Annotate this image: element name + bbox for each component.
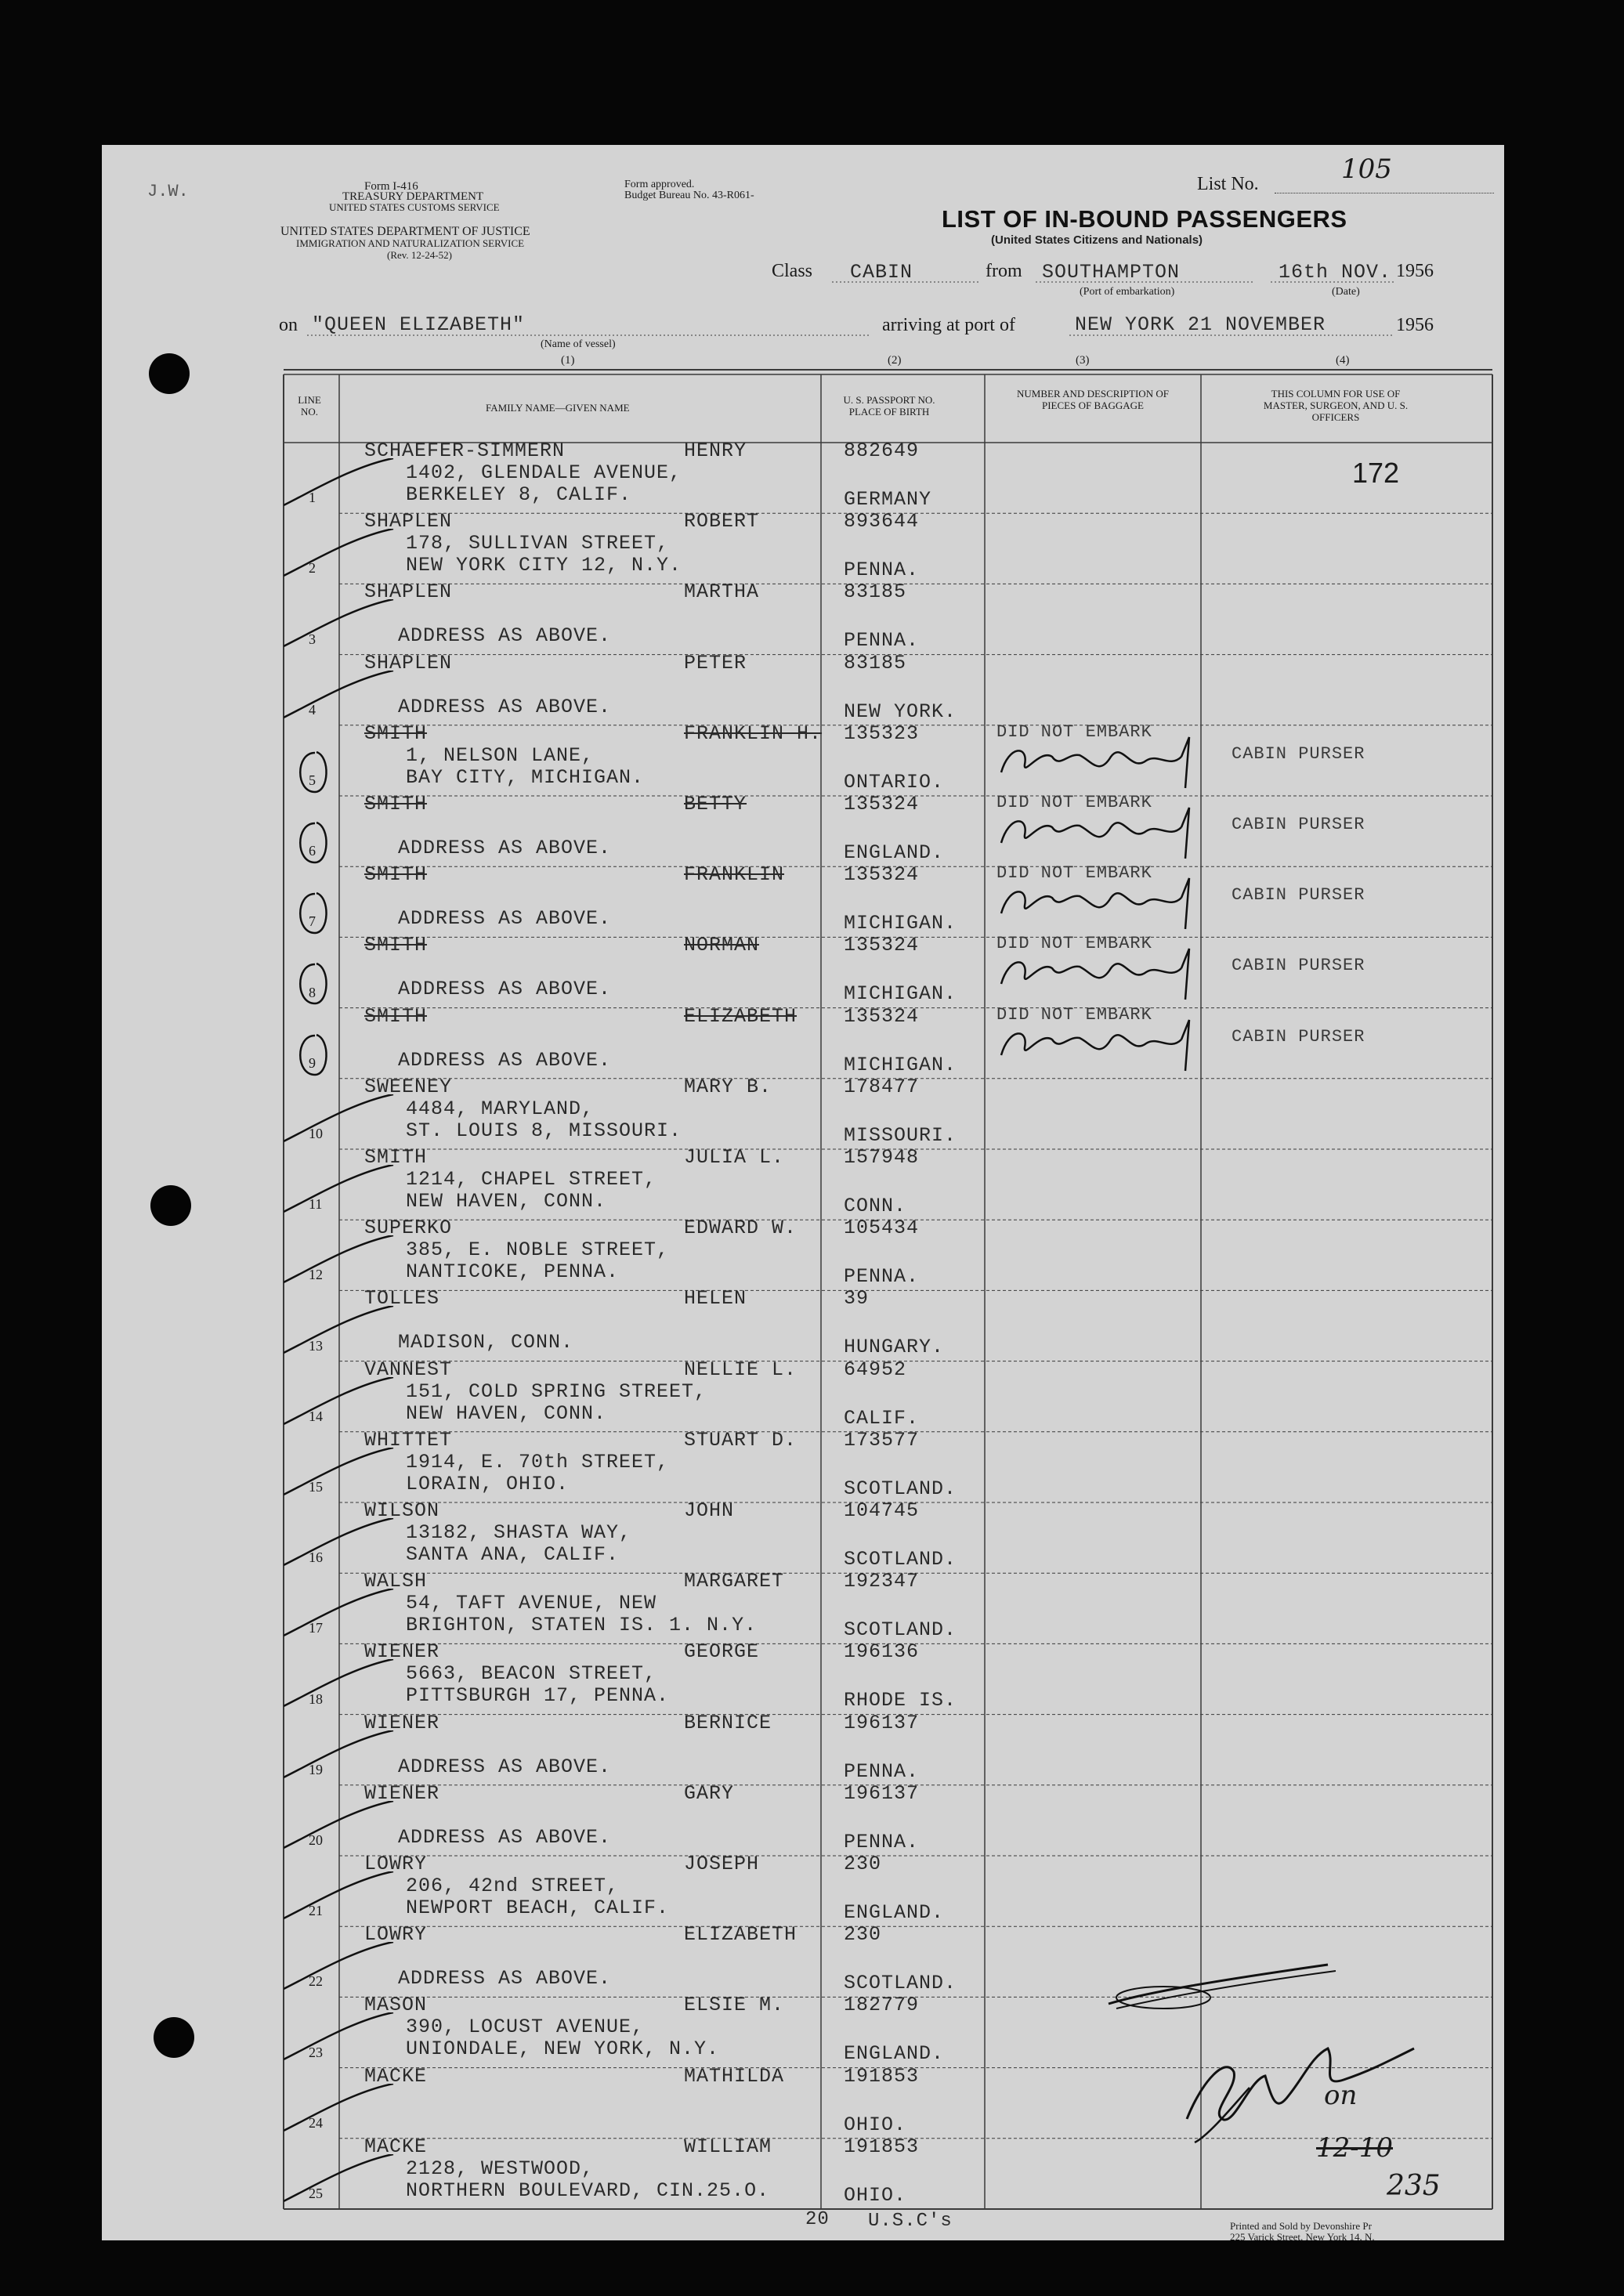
line-number: 2	[309, 560, 316, 577]
address-line-2: ST. LOUIS 8, MISSOURI.	[406, 1119, 682, 1142]
check-mark	[284, 1165, 393, 1212]
purser-initials	[993, 733, 1228, 796]
given-name: ROBERT	[684, 510, 760, 533]
address-line-1: 1214, CHAPEL STREET,	[406, 1168, 657, 1191]
family-name: MASON	[364, 1994, 428, 2017]
form-rev: (Rev. 12-24-52)	[387, 249, 452, 261]
address-line-2: NANTICOKE, PENNA.	[406, 1260, 620, 1284]
list-no-label: List No.	[1197, 174, 1259, 194]
given-name: PETER	[684, 651, 747, 674]
address-line-2: ADDRESS AS ABOVE.	[398, 907, 612, 931]
address-line-1: 54, TAFT AVENUE, NEW	[406, 1592, 657, 1615]
address-line-1: 1402, GLENDALE AVENUE,	[406, 461, 682, 484]
circled-line-mark	[300, 823, 326, 862]
address-line-2: PITTSBURGH 17, PENNA.	[406, 1684, 670, 1708]
passport-number: 83185	[844, 580, 907, 604]
baggage-note: DID NOT EMBARK	[996, 1004, 1152, 1025]
given-name: MARY B.	[684, 1075, 772, 1098]
form-approval-2: Budget Bureau No. 43-R061-	[624, 190, 754, 201]
passport-number: 135324	[844, 1004, 920, 1028]
address-line-2: ADDRESS AS ABOVE.	[398, 1048, 612, 1072]
family-name: WIENER	[364, 1781, 440, 1805]
vessel-caption: (Name of vessel)	[541, 338, 616, 350]
address-line-2: ADDRESS AS ABOVE.	[398, 695, 612, 718]
passport-number: 230	[844, 1853, 882, 1875]
line-number: 19	[309, 1761, 323, 1777]
place-of-birth: ENGLAND.	[844, 2042, 945, 2066]
footer-count-label: U.S.C's	[868, 2211, 953, 2232]
handwritten-note-3: 235	[1387, 2170, 1441, 2202]
col-header-name: FAMILY NAME—GIVEN NAME	[486, 402, 630, 414]
purser-initials	[1001, 1020, 1189, 1071]
address-line-2: LORAIN, OHIO.	[406, 1472, 570, 1495]
passport-number: 135323	[844, 721, 920, 745]
passport-number: 64952	[844, 1358, 907, 1381]
address-line-2: ADDRESS AS ABOVE.	[398, 1755, 612, 1778]
given-name: BERNICE	[684, 1711, 772, 1734]
check-mark	[284, 1942, 393, 1989]
purser-initials	[993, 804, 1228, 866]
circled-line-mark	[300, 1035, 326, 1075]
printer-line-1: Printed and Sold by Devonshire Pr	[1230, 2220, 1372, 2232]
passport-number: 135324	[844, 934, 920, 957]
given-name: ELIZABETH	[684, 1004, 798, 1028]
baggage-note: DID NOT EMBARK	[996, 793, 1152, 812]
officer-note: CABIN PURSER	[1232, 743, 1365, 764]
arriving-label: arriving at port of	[882, 315, 1015, 335]
col-header-baggage: NUMBER AND DESCRIPTION OF PIECES OF BAGGAGE	[1017, 388, 1169, 411]
punch-hole	[150, 1185, 191, 1226]
check-mark	[284, 1377, 393, 1424]
family-name: SCHAEFER-SIMMERN	[364, 439, 566, 462]
family-name: SHAPLEN	[364, 651, 453, 674]
address-line-2: ADDRESS AS ABOVE.	[398, 837, 612, 859]
line-number: 11	[309, 1196, 323, 1213]
given-name: FRANKLIN H.	[684, 721, 823, 745]
family-name: SMITH	[364, 793, 428, 815]
given-name: GARY	[684, 1781, 735, 1805]
address-line-2: ADDRESS AS ABOVE.	[398, 1967, 612, 1990]
line-number: 14	[309, 1408, 323, 1424]
check-mark	[284, 1801, 393, 1848]
line-number: 23	[309, 2044, 323, 2060]
family-name: SMITH	[364, 934, 428, 957]
class-label: Class	[772, 261, 813, 281]
form-doj: UNITED STATES DEPARTMENT OF JUSTICE	[280, 225, 530, 238]
passport-number: 135324	[844, 863, 920, 887]
place-of-birth: PENNA.	[844, 1759, 920, 1783]
check-mark	[284, 2084, 393, 2131]
form-service: UNITED STATES CUSTOMS SERVICE	[329, 201, 500, 213]
purser-initials	[1001, 949, 1189, 1000]
margin-note: J.W.	[147, 182, 189, 201]
address-line-1: 390, LOCUST AVENUE,	[406, 2016, 645, 2039]
family-name: SHAPLEN	[364, 580, 453, 604]
place-of-birth: PENNA.	[844, 559, 920, 582]
family-name: WILSON	[364, 1499, 440, 1522]
address-line-2: NEWPORT BEACH, CALIF.	[406, 1896, 670, 1919]
check-mark	[284, 1730, 393, 1777]
place-of-birth: MICHIGAN.	[844, 1053, 957, 1076]
passport-number: 192347	[844, 1570, 920, 1593]
passport-number: 178477	[844, 1075, 920, 1098]
place-of-birth: NEW YORK.	[844, 700, 957, 723]
check-mark	[284, 1871, 393, 1918]
family-name: SHAPLEN	[364, 510, 453, 533]
place-of-birth: SCOTLAND.	[844, 1548, 957, 1571]
passport-number: 104745	[844, 1499, 920, 1522]
address-line-2: NEW HAVEN, CONN.	[406, 1401, 607, 1425]
place-of-birth: RHODE IS.	[844, 1689, 957, 1712]
line-number: 25	[309, 2186, 323, 2201]
family-name: SMITH	[364, 1146, 428, 1169]
place-of-birth: SCOTLAND.	[844, 1477, 957, 1500]
col-number-4: (4)	[1336, 354, 1350, 367]
line-number: 10	[309, 1126, 323, 1141]
place-of-birth: ENGLAND.	[844, 1901, 945, 1924]
place-of-birth: CONN.	[844, 1195, 907, 1217]
check-mark	[284, 2154, 393, 2201]
date-value: 16th NOV.	[1279, 261, 1392, 284]
address-line-2: ADDRESS AS ABOVE.	[398, 978, 612, 1001]
circled-line-mark	[300, 964, 326, 1003]
passport-number: 893644	[844, 510, 920, 533]
place-of-birth: ONTARIO.	[844, 770, 945, 794]
address-line-1: 206, 42nd STREET,	[406, 1875, 620, 1897]
given-name: STUART D.	[684, 1428, 798, 1452]
address-line-1: 5663, BEACON STREET,	[406, 1662, 657, 1686]
check-mark	[284, 529, 393, 576]
place-of-birth: PENNA.	[844, 629, 920, 653]
passport-number: 83185	[844, 651, 907, 674]
circled-line-mark	[300, 752, 326, 792]
address-line-1: 4484, MARYLAND,	[406, 1097, 595, 1120]
officer-note: CABIN PURSER	[1232, 885, 1365, 906]
given-name: HELEN	[684, 1287, 747, 1311]
address-line-1: 178, SULLIVAN STREET,	[406, 532, 670, 555]
family-name: WALSH	[364, 1570, 428, 1593]
passport-number: 196137	[844, 1711, 920, 1734]
year-1: 1956	[1396, 261, 1434, 281]
col-number-1: (1)	[561, 354, 575, 367]
circled-line-mark	[300, 893, 326, 933]
address-line-2: NEW HAVEN, CONN.	[406, 1190, 607, 1213]
purser-initials	[993, 945, 1228, 1007]
line-number: 7	[309, 913, 316, 930]
family-name: LOWRY	[364, 1853, 428, 1875]
given-name: FRANKLIN	[684, 863, 785, 887]
given-name: MARGARET	[684, 1570, 785, 1593]
class-value: CABIN	[850, 261, 913, 284]
family-name: WIENER	[364, 1640, 440, 1664]
given-name: ELIZABETH	[684, 1923, 798, 1947]
officer-note: CABIN PURSER	[1232, 1026, 1365, 1047]
check-mark	[284, 2154, 401, 2217]
printer-line-2: 225 Varick Street, New York 14, N.	[1230, 2231, 1375, 2243]
punch-hole	[149, 353, 190, 394]
family-name: TOLLES	[364, 1287, 440, 1311]
place-of-birth: SCOTLAND.	[844, 1972, 957, 1995]
passport-number: 191853	[844, 2064, 920, 2088]
baggage-note: DID NOT EMBARK	[996, 934, 1152, 954]
place-of-birth: GERMANY	[844, 488, 932, 511]
address-line-2: SANTA ANA, CALIF.	[406, 1543, 620, 1566]
check-mark	[284, 2012, 393, 2059]
purser-initials	[993, 874, 1228, 937]
form-approval-1: Form approved.	[624, 179, 695, 190]
address-line-1: 1914, E. 70th STREET,	[406, 1450, 670, 1473]
place-of-birth: OHIO.	[844, 2113, 907, 2136]
purser-initials	[993, 1016, 1228, 1079]
check-mark	[284, 458, 393, 505]
passport-number: 135324	[844, 793, 920, 815]
punch-hole	[154, 2017, 194, 2058]
passport-number: 196136	[844, 1640, 920, 1664]
address-line-1: 1, NELSON LANE,	[406, 743, 595, 767]
line-number: 13	[309, 1337, 323, 1354]
given-name: EDWARD W.	[684, 1217, 798, 1240]
officer-note: CABIN PURSER	[1232, 956, 1365, 976]
page-subtitle: (United States Citizens and Nationals)	[991, 233, 1203, 247]
given-name: NELLIE L.	[684, 1358, 798, 1381]
place-of-birth: HUNGARY.	[844, 1336, 945, 1359]
from-label: from	[986, 261, 1022, 281]
check-mark	[284, 1589, 393, 1636]
col-number-2: (2)	[888, 354, 902, 367]
passport-number: 196137	[844, 1781, 920, 1805]
embark-caption: (Port of embarkation)	[1080, 286, 1175, 298]
line-number: 9	[309, 1054, 316, 1071]
cancel-scribble	[1101, 1957, 1344, 2019]
given-name: GEORGE	[684, 1640, 760, 1664]
check-mark	[284, 1235, 393, 1282]
given-name: MARTHA	[684, 580, 760, 604]
passport-number: 157948	[844, 1146, 920, 1169]
place-of-birth: OHIO.	[844, 2183, 907, 2207]
given-name: ELSIE M.	[684, 1994, 785, 2017]
place-of-birth: MICHIGAN.	[844, 912, 957, 935]
address-line-2: BERKELEY 8, CALIF.	[406, 483, 632, 506]
family-name: SMITH	[364, 721, 428, 745]
passport-number: 191853	[844, 2135, 920, 2158]
family-name: SMITH	[364, 1004, 428, 1028]
passport-number: 182779	[844, 1994, 920, 2017]
line-number: 24	[309, 2114, 323, 2131]
passport-number: 39	[844, 1287, 870, 1311]
handwritten-note-1: on	[1324, 2080, 1358, 2111]
check-mark	[284, 1306, 393, 1353]
year-2: 1956	[1396, 315, 1434, 335]
place-of-birth: MISSOURI.	[844, 1123, 957, 1147]
arrival-value: NEW YORK 21 NOVEMBER	[1075, 313, 1326, 336]
form-id: Form I-416	[364, 180, 418, 193]
address-line-2: BRIGHTON, STATEN IS. 1. N.Y.	[406, 1614, 758, 1637]
check-mark	[284, 1518, 393, 1565]
date-caption: (Date)	[1332, 286, 1360, 298]
given-name: MATHILDA	[684, 2064, 785, 2088]
place-of-birth: CALIF.	[844, 1406, 920, 1430]
from-value: SOUTHAMPTON	[1042, 261, 1181, 284]
line-number: 20	[309, 1832, 323, 1848]
place-of-birth: PENNA.	[844, 1265, 920, 1289]
given-name: HENRY	[684, 439, 747, 462]
family-name: SUPERKO	[364, 1217, 453, 1240]
place-of-birth: SCOTLAND.	[844, 1618, 957, 1642]
vessel-value: "QUEEN ELIZABETH"	[312, 313, 526, 336]
officer-note: CABIN PURSER	[1232, 815, 1365, 834]
check-mark	[284, 599, 393, 646]
line-number: 1	[309, 490, 316, 506]
address-line-2: BAY CITY, MICHIGAN.	[406, 765, 645, 789]
col-header-line: LINE NO.	[298, 394, 321, 418]
line-number: 4	[309, 701, 316, 718]
on-label: on	[279, 315, 298, 335]
given-name: JULIA L.	[684, 1146, 785, 1169]
family-name: LOWRY	[364, 1923, 428, 1947]
form-dept: TREASURY DEPARTMENT	[342, 190, 484, 203]
address-line-1: 385, E. NOBLE STREET,	[406, 1238, 670, 1262]
passport-number: 173577	[844, 1428, 920, 1452]
place-of-birth: PENNA.	[844, 1830, 920, 1853]
list-no-value: 105	[1341, 154, 1392, 185]
line-number: 5	[309, 772, 316, 788]
given-name: BETTY	[684, 793, 747, 815]
check-mark	[284, 1659, 393, 1706]
given-name: WILLIAM	[684, 2135, 772, 2158]
address-line-1: 151, COLD SPRING STREET,	[406, 1379, 707, 1403]
check-mark	[284, 671, 393, 718]
line-number: 22	[309, 1973, 323, 1990]
baggage-note: DID NOT EMBARK	[996, 863, 1152, 884]
family-name: SMITH	[364, 863, 428, 887]
family-name: SWEENEY	[364, 1075, 453, 1098]
address-line-2: NORTHERN BOULEVARD, CIN.25.O.	[406, 2178, 770, 2202]
given-name: JOHN	[684, 1499, 735, 1522]
family-name: WIENER	[364, 1711, 440, 1734]
col-number-3: (3)	[1076, 354, 1090, 367]
line-number: 15	[309, 1479, 323, 1495]
line-number: 18	[309, 1690, 323, 1707]
page-title: LIST OF IN-BOUND PASSENGERS	[942, 205, 1347, 233]
address-line-2: ADDRESS AS ABOVE.	[398, 1825, 612, 1849]
line-number: 12	[309, 1267, 323, 1283]
address-line-2: MADISON, CONN.	[398, 1331, 574, 1354]
line-number: 6	[309, 843, 316, 859]
family-name: MACKE	[364, 2135, 428, 2158]
col-header-passport: U. S. PASSPORT NO. PLACE OF BIRTH	[843, 394, 935, 418]
place-of-birth: ENGLAND.	[844, 841, 945, 864]
purser-initials	[1001, 878, 1189, 929]
form-ins: IMMIGRATION AND NATURALIZATION SERVICE	[296, 237, 525, 249]
address-line-2: NEW YORK CITY 12, N.Y.	[406, 554, 682, 577]
passport-number: 882649	[844, 439, 920, 462]
address-line-2: UNIONDALE, NEW YORK, N.Y.	[406, 2037, 720, 2061]
check-mark	[284, 1094, 393, 1141]
family-name: MACKE	[364, 2064, 428, 2088]
line-number: 8	[309, 984, 316, 1000]
line-number: 3	[309, 631, 316, 647]
handwritten-note-2: 12-10	[1316, 2132, 1394, 2164]
check-mark	[284, 1448, 393, 1495]
col-header-officers: THIS COLUMN FOR USE OF MASTER, SURGEON, AND U. S. OFFICERS	[1263, 388, 1409, 423]
line-number: 17	[309, 1620, 323, 1636]
given-name: NORMAN	[684, 934, 760, 957]
passport-number: 230	[844, 1923, 882, 1947]
given-name: JOSEPH	[684, 1853, 760, 1875]
stamp-number: 172	[1352, 457, 1400, 489]
address-line-1: 13182, SHASTA WAY,	[406, 1521, 632, 1544]
purser-initials	[1001, 737, 1189, 788]
address-line-2: ADDRESS AS ABOVE.	[398, 624, 612, 648]
line-number: 21	[309, 1903, 323, 1919]
purser-initials	[1001, 808, 1189, 859]
passport-number: 105434	[844, 1217, 920, 1240]
address-line-1: 2128, WESTWOOD,	[406, 2157, 595, 2180]
family-name: VANNEST	[364, 1358, 453, 1381]
line-number: 16	[309, 1549, 323, 1566]
baggage-note: DID NOT EMBARK	[996, 721, 1152, 742]
footer-count: 20	[805, 2209, 830, 2230]
place-of-birth: MICHIGAN.	[844, 982, 957, 1006]
family-name: WHITTET	[364, 1428, 453, 1452]
